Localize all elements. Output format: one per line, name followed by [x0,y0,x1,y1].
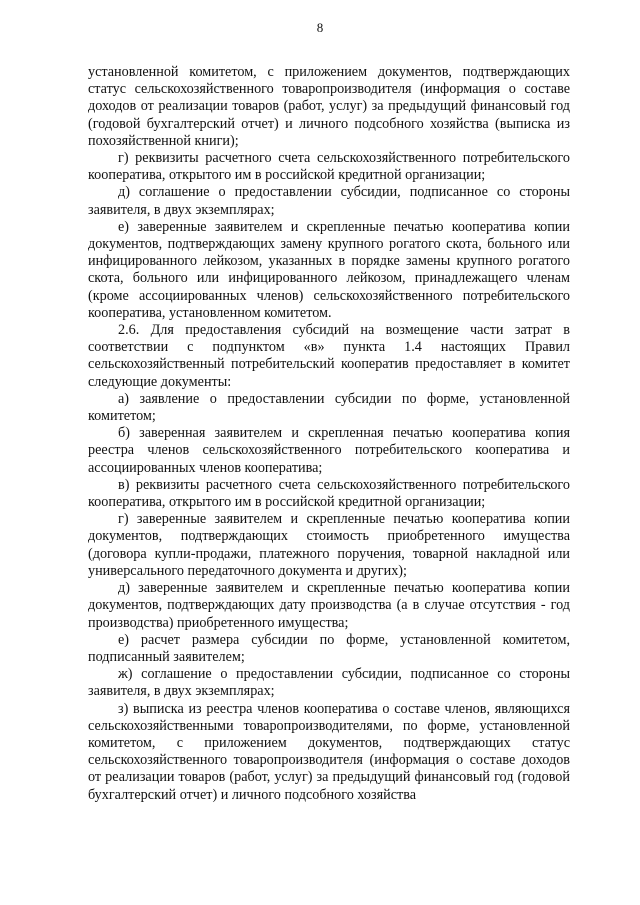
paragraph-item-a: а) заявление о предоставлении субсидии по форме, установленной комитетом; [88,390,570,425]
page-number: 8 [316,20,324,35]
document-body [88,64,570,804]
paragraph-item-g: г) реквизиты расчетного счета сельскохозяйственного потребительского кооператива, открытого им в российской кредитной организации; [88,150,570,184]
paragraph-item-b: б) заверенная заявителем и скрепленная печатью кооператива копия реестра членов сельскохозяйственного потребительского кооператива и ассоциированных членов кооператива; [88,425,570,476]
paragraph-item-e: е) заверенные заявителем и скрепленные печатью кооператива копии документов, подтверждающих замену крупного рогатого скота, больного или инфицированного лейкозом, указанных в порядке замены крупного рогатого скота, больного или инфицированного лейкозом, принадлежащего членам (кроме ассоциированных членов) сельскохозяйственного потребительского кооператива, установленном комитетом. [88,218,570,321]
paragraph-continuation: установленной комитетом, с приложением документов, подтверждающих статус сельскохозяйственного товаропроизводителя (информация о составе доходов от реализации товаров (работ, услуг) за предыдущий финансовый год (годовой бухгалтерский отчет) и личного подсобного хозяйства (выписка из похозяйственной книги); [88,64,570,149]
paragraph-item-d: д) соглашение о предоставлении субсидии, подписанное со стороны заявителя, в двух экземплярах; [88,184,570,218]
paragraph-item-z: з) выписка из реестра членов кооператива о составе членов, являющихся сельскохозяйственными товаропроизводителями, по форме, установленной комитетом, с приложением документов, подтверждающих статус сельскохозяйственного товаропроизводителя (информация о составе доходов от реализации товаров (работ, услуг) за предыдущий финансовый год (годовой бухгалтерский отчет) и личного подсобного хозяйства [88,700,570,803]
paragraph-item-g-2: г) заверенные заявителем и скрепленные печатью кооператива копии документов, подтверждающих стоимость приобретенного имущества (договора купли-продажи, платежного поручения, товарной накладной или универсального передаточного документа и других); [88,511,570,579]
paragraph-item-zh: ж) соглашение о предоставлении субсидии, подписанное со стороны заявителя, в двух экземплярах; [88,666,570,700]
paragraph-section-2-6: 2.6. Для предоставления субсидий на возмещение части затрат в соответствии с подпунктом «в» пункта 1.4 настоящих Правил сельскохозяйственный потребительский кооператив предоставляет в комитет следующие документы: [88,322,570,390]
paragraph-item-v: в) реквизиты расчетного счета сельскохозяйственного потребительского кооператива, открытого им в российской кредитной организации; [88,476,570,511]
paragraph-item-e-2: е) расчет размера субсидии по форме, установленной комитетом, подписанный заявителем; [88,631,570,665]
paragraph-item-d-2: д) заверенные заявителем и скрепленные печатью кооператива копии документов, подтверждающих дату производства (а в случае отсутствия - год производства) приобретенного имущества; [88,580,570,631]
